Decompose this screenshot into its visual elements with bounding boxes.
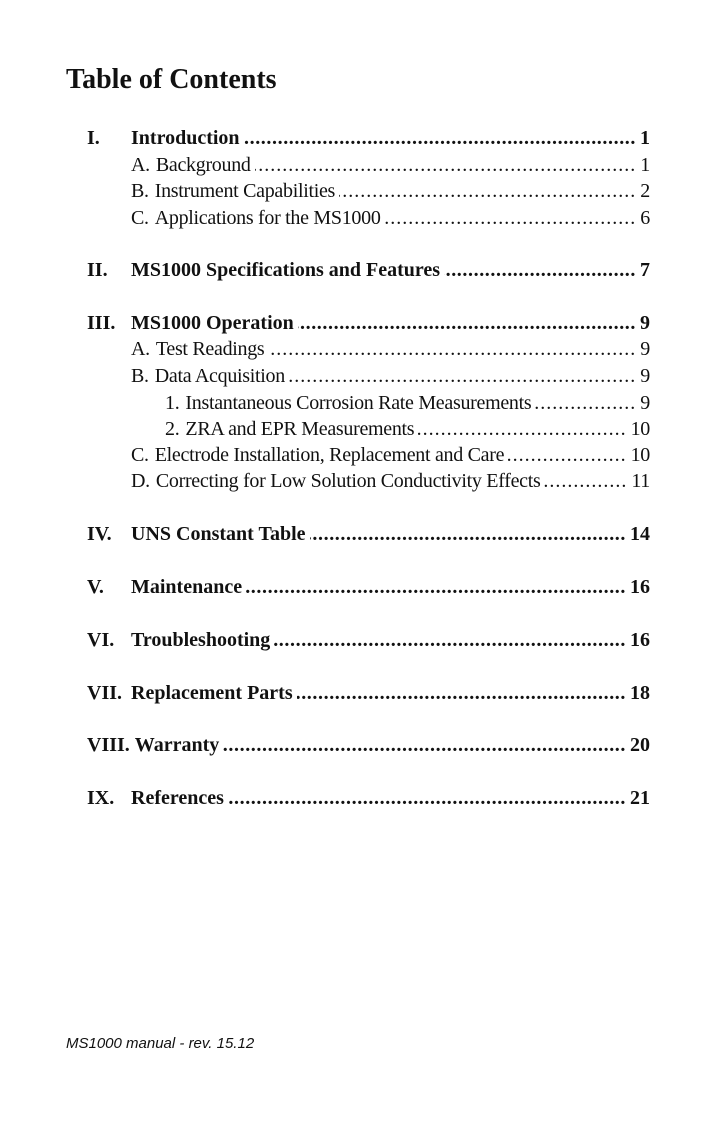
page-number: 9 [640, 338, 650, 360]
section-number: V. [87, 576, 104, 598]
dot-leader [223, 732, 626, 758]
page-number: 6 [640, 207, 650, 229]
page-number: 16 [630, 576, 650, 598]
page-number: 9 [640, 365, 650, 387]
page-number: 18 [630, 682, 650, 704]
section-number: II. [87, 259, 108, 281]
entry-title: Background [155, 154, 251, 176]
section-number: C. [131, 444, 149, 466]
toc-entry-instantaneous-corrosion [87, 390, 650, 416]
section-number: IX. [87, 787, 115, 809]
toc-entry-introduction [87, 125, 650, 151]
toc-entry-data-acquisition [87, 363, 650, 389]
toc-entry-instrument-capabilities [87, 178, 650, 204]
section-number: I. [87, 127, 100, 149]
section-number: VII. [87, 682, 123, 704]
entry-title: MS1000 Operation [131, 312, 294, 334]
page-number: 2 [640, 180, 650, 202]
section-number: A. [131, 338, 150, 360]
entry-title: Replacement Parts [131, 682, 293, 704]
dot-leader [444, 257, 636, 283]
section-number: C. [131, 207, 149, 229]
dot-leader [228, 785, 626, 811]
page-number: 10 [630, 418, 650, 440]
dot-leader [289, 363, 636, 389]
toc-entry-uns-constant-table [87, 521, 650, 547]
entry-title: Instrument Capabilities [154, 180, 336, 202]
toc-entry-zra-epr [87, 416, 650, 442]
toc-entry-replacement-parts [87, 680, 650, 706]
page-number: 16 [630, 629, 650, 651]
page-number: 21 [630, 787, 650, 809]
dot-leader [274, 627, 626, 653]
toc-entry-low-conductivity [87, 468, 650, 494]
toc-entry-references [87, 785, 650, 811]
dot-leader [418, 416, 626, 442]
entry-title: Correcting for Low Solution Conductivity Effects [155, 470, 541, 492]
entry-title: Test Readings [155, 338, 265, 360]
entry-title: Introduction [131, 127, 240, 149]
page-number: 14 [630, 523, 650, 545]
page-number: 9 [640, 392, 650, 414]
dot-leader [385, 205, 637, 231]
toc-entry-warranty [87, 732, 650, 758]
entry-title: References [131, 787, 224, 809]
entry-title: Instantaneous Corrosion Rate Measurements [185, 392, 532, 414]
toc-entry-operation [87, 310, 650, 336]
toc-entry-background [87, 152, 650, 178]
section-number: D. [131, 470, 150, 492]
entry-title: MS1000 Specifications and Features [131, 259, 441, 281]
dot-leader [535, 390, 636, 416]
section-number: B. [131, 180, 149, 202]
dot-leader [255, 152, 637, 178]
page-number: 9 [640, 312, 650, 334]
entry-title: Maintenance [131, 576, 243, 598]
page-footer: MS1000 manual - rev. 15.12 [66, 1035, 255, 1052]
dot-leader [508, 442, 626, 468]
page-title: Table of Contents [66, 64, 277, 95]
entry-title: Electrode Installation, Replacement and Care [154, 444, 505, 466]
dot-leader [268, 336, 636, 362]
page-number: 7 [640, 259, 650, 281]
dot-leader [246, 574, 626, 600]
entry-title: UNS Constant Table [131, 523, 306, 545]
section-number: 2. [165, 418, 180, 440]
toc-entry-applications [87, 205, 650, 231]
page-number: 1 [640, 154, 650, 176]
section-number: 1. [165, 392, 180, 414]
toc-entry-specifications [87, 257, 650, 283]
page-number: 1 [640, 127, 650, 149]
toc-entry-test-readings [87, 336, 650, 362]
entry-title: Troubleshooting [131, 629, 271, 651]
entry-title: Applications for the MS1000 [154, 207, 381, 229]
toc-entry-electrode-installation [87, 442, 650, 468]
entry-title: Data Acquisition [154, 365, 285, 387]
entry-title: ZRA and EPR Measurements [185, 418, 415, 440]
section-number: III. [87, 312, 116, 334]
dot-leader [544, 468, 627, 494]
dot-leader [298, 310, 636, 336]
section-number: B. [131, 365, 149, 387]
dot-leader [339, 178, 636, 204]
dot-leader [244, 125, 636, 151]
dot-leader [310, 521, 626, 547]
section-number: A. [131, 154, 150, 176]
section-number: VIII. [87, 734, 130, 756]
toc-entry-maintenance [87, 574, 650, 600]
toc-entry-troubleshooting [87, 627, 650, 653]
page-number: 20 [630, 734, 650, 756]
dot-leader [297, 680, 626, 706]
page-number: 10 [630, 444, 650, 466]
section-number: IV. [87, 523, 112, 545]
section-number: VI. [87, 629, 115, 651]
page-number: 11 [631, 470, 650, 492]
entry-title: Warranty [134, 734, 220, 756]
